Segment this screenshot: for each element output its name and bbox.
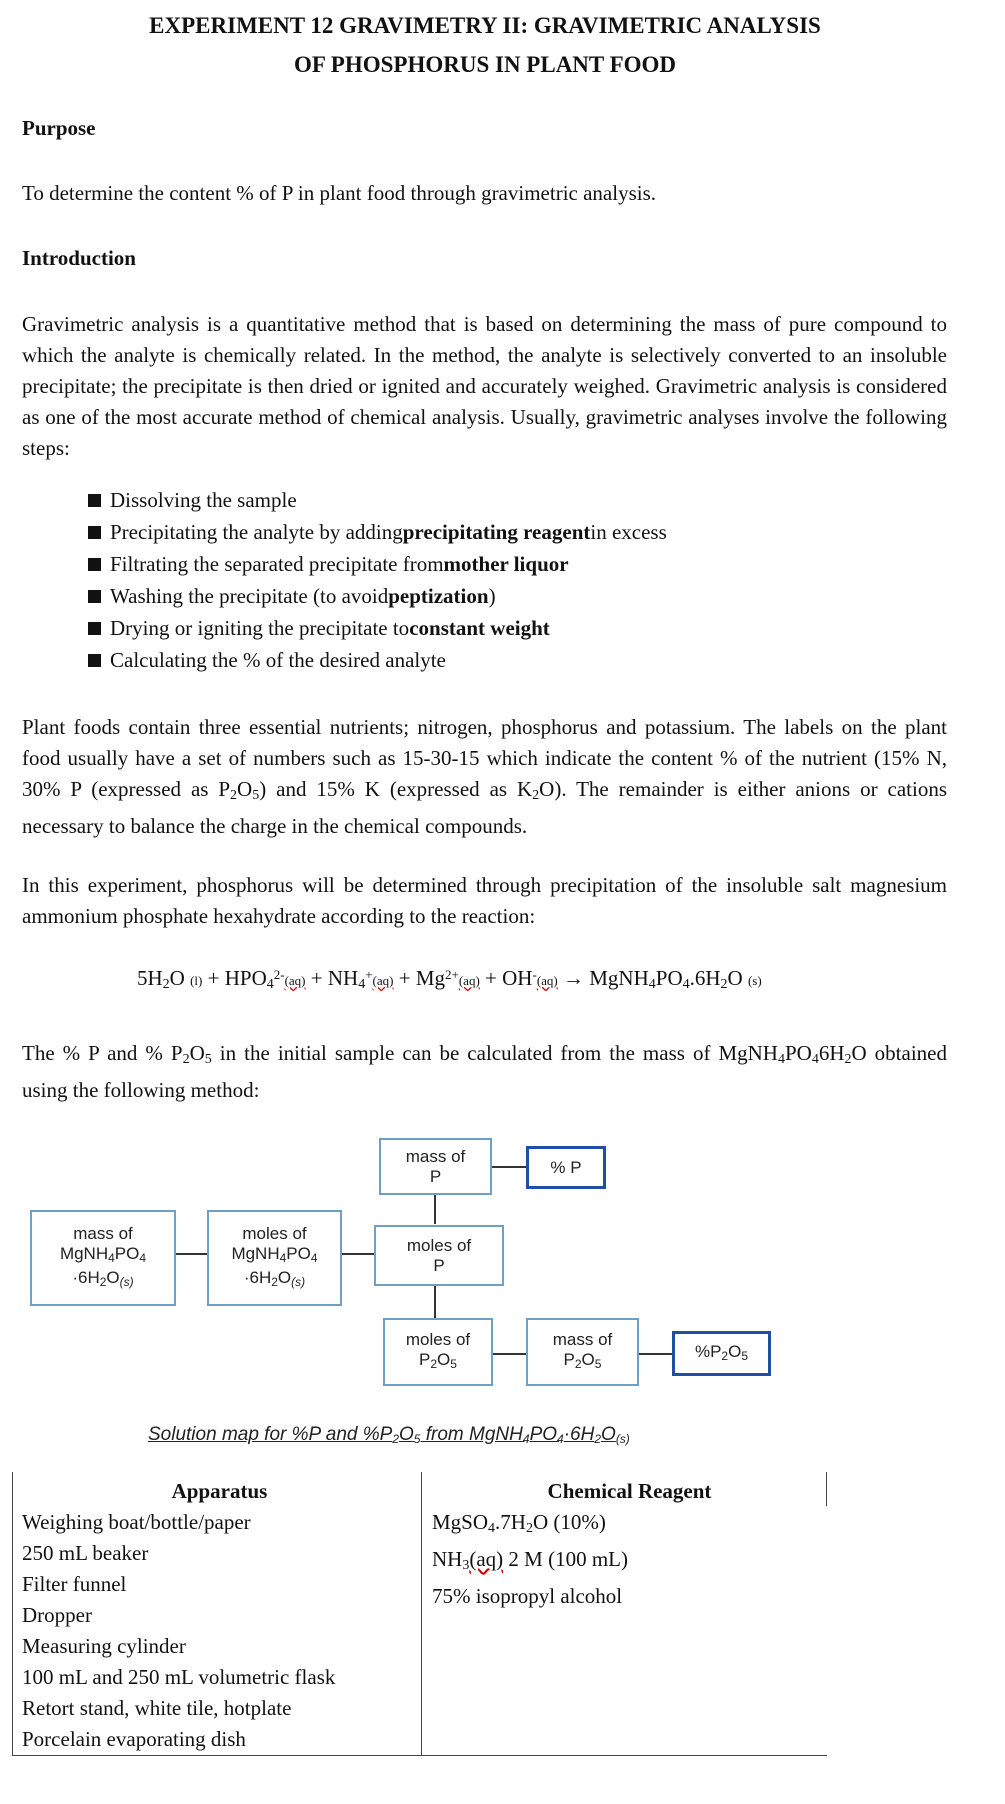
- table-cell: MgSO4.7H2O (10%): [432, 1510, 606, 1536]
- box-moles-mgnh4po4: moles of MgNH4PO4 ·6H2O(s): [207, 1210, 342, 1306]
- list-item: Washing the precipitate (to avoid peptization ): [88, 580, 667, 612]
- box-moles-p: moles of P: [374, 1225, 504, 1286]
- purpose-heading: Purpose: [22, 116, 96, 140]
- bullet-square-icon: [88, 654, 101, 667]
- bullet-square-icon: [88, 590, 101, 603]
- table-cell: Dropper: [22, 1603, 92, 1627]
- box-percent-p2o5: %P2O5: [672, 1331, 771, 1376]
- reagent-column: [432, 1476, 827, 1612]
- page-title: [0, 6, 970, 84]
- list-item: Drying or igniting the precipitate to constant weight: [88, 612, 667, 644]
- box-mass-p: mass of P: [379, 1138, 492, 1195]
- table-cell: 250 mL beaker: [22, 1541, 149, 1565]
- connector-line: [341, 1253, 375, 1255]
- bullet-square-icon: [88, 494, 101, 507]
- introduction-paragraph-1: Gravimetric analysis is a quantitative method that is based on determining the mass of pure compound to which the analyte is chemically related. In the method, the analyte is selectively converted to an insoluble precipitate; the precipitate is then dried or ignited and accurately weighed. Gravimetric analysis is considered as one of the most accurate method of chemical analysis. Usually, gravimetric analyses involve the following steps:: [22, 312, 947, 460]
- connector-line: [638, 1353, 672, 1355]
- introduction-heading: Introduction: [22, 246, 136, 270]
- list-item: Dissolving the sample: [88, 484, 667, 516]
- introduction-paragraph-2: Plant foods contain three essential nutrients; nitrogen, phosphorus and potassium. The labels on the plant food usually have a set of numbers such as 15-30-15 which indicate the content % of the nutrient (15% N, 30% P (expressed as P2O5) and 15% K (expressed as K2O). The remainder is either anions or cations necessary to balance the charge in the chemical compounds.: [22, 715, 947, 838]
- table-cell: NH3(aq) 2 M (100 mL): [432, 1547, 628, 1573]
- bullet-square-icon: [88, 558, 101, 571]
- box-percent-p: % P: [526, 1146, 606, 1189]
- steps-list: [88, 484, 667, 676]
- connector-line: [176, 1253, 208, 1255]
- title-line-2: OF PHOSPHORUS IN PLANT FOOD: [293, 52, 677, 77]
- connector-line: [492, 1166, 526, 1168]
- introduction-paragraph-4: The % P and % P2O5 in the initial sample can be calculated from the mass of MgNH4PO46H2O obtained using the following method:: [22, 1041, 947, 1102]
- table-cell: Filter funnel: [22, 1572, 127, 1596]
- table-cell: Retort stand, white tile, hotplate: [22, 1696, 292, 1720]
- reaction-arrow-icon: →: [563, 966, 590, 990]
- table-cell: 100 mL and 250 mL volumetric flask: [22, 1665, 336, 1689]
- bullet-square-icon: [88, 526, 101, 539]
- apparatus-reagent-table: [12, 1472, 827, 1756]
- table-border: [12, 1755, 827, 1756]
- table-header-apparatus: Apparatus: [171, 1479, 268, 1503]
- table-cell: Porcelain evaporating dish: [22, 1727, 246, 1751]
- introduction-paragraph-3: In this experiment, phosphorus will be determined through precipitation of the insoluble salt magnesium ammonium phosphate hexahydrate according to the reaction:: [22, 873, 947, 928]
- table-cell: Measuring cylinder: [22, 1634, 186, 1658]
- apparatus-column: [22, 1476, 417, 1755]
- table-header-reagent: Chemical Reagent: [547, 1479, 712, 1503]
- box-moles-p2o5: moles of P2O5: [383, 1318, 493, 1386]
- table-cell: Weighing boat/bottle/paper: [22, 1510, 251, 1534]
- list-item: Precipitating the analyte by adding precipitating reagent in excess: [88, 516, 667, 548]
- title-line-1: EXPERIMENT 12 GRAVIMETRY II: GRAVIMETRIC ANALYSIS: [149, 13, 821, 38]
- box-mass-p2o5: mass of P2O5: [526, 1318, 639, 1386]
- connector-line: [492, 1353, 526, 1355]
- list-item: Filtrating the separated precipitate from mother liquor: [88, 548, 667, 580]
- bullet-square-icon: [88, 622, 101, 635]
- box-mass-mgnh4po4: mass of MgNH4PO4 ·6H2O(s): [30, 1210, 176, 1306]
- connector-line: [434, 1285, 436, 1318]
- reaction-equation: $5H_2O$ $(l) + HPO_4^{2-}(aq) + NH_4^+(aq) + Mg^{2+}(aq) + OH^-(aq)$ → $MgNH_4PO_4.6H_2O$ (s): [137, 966, 762, 992]
- table-cell: 75% isopropyl alcohol: [432, 1584, 623, 1608]
- table-border: [12, 1472, 13, 1756]
- list-item: Calculating the % of the desired analyte: [88, 644, 667, 676]
- connector-line: [434, 1194, 436, 1224]
- table-border: [421, 1472, 422, 1756]
- diagram-caption: Solution map for %P and %P2O5 from MgNH4PO4·6H2O(s): [148, 1424, 630, 1446]
- purpose-text: To determine the content % of P in plant food through gravimetric analysis.: [22, 181, 657, 205]
